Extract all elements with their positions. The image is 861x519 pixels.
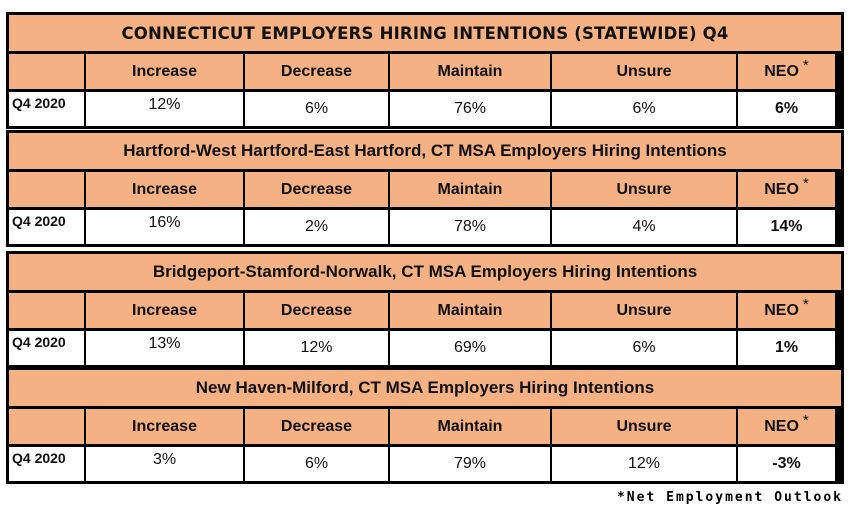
footnote: *Net Employment Outlook (616, 490, 843, 505)
data-row (9, 447, 841, 481)
header-increase: Increase (84, 409, 243, 444)
header-unsure: Unsure (550, 54, 736, 89)
bridgeport-table (6, 251, 844, 368)
row-label: Q4 2020 (9, 447, 84, 481)
header-neo (736, 293, 835, 328)
value-increase: 3% (84, 447, 243, 481)
value-unsure: 12% (550, 447, 736, 481)
header-row (9, 54, 841, 89)
value-unsure: 6% (550, 92, 736, 126)
row-label: Q4 2020 (9, 331, 84, 365)
hartford-table (6, 130, 844, 247)
row-label: Q4 2020 (9, 210, 84, 244)
header-blank (9, 54, 84, 89)
value-maintain: 79% (388, 447, 550, 481)
value-increase: 16% (84, 210, 243, 244)
value-decrease: 12% (243, 331, 388, 365)
header-unsure: Unsure (550, 172, 736, 207)
header-blank (9, 172, 84, 207)
table-title: New Haven-Milford, CT MSA Employers Hiring Intentions (9, 370, 841, 406)
header-decrease: Decrease (243, 54, 388, 89)
header-blank (9, 409, 84, 444)
neo-label: NEO (764, 417, 799, 435)
value-decrease: 6% (243, 92, 388, 126)
value-decrease: 6% (243, 447, 388, 481)
header-neo (736, 409, 835, 444)
header-row (9, 172, 841, 207)
value-increase: 13% (84, 331, 243, 365)
neo-asterisk: * (802, 57, 809, 74)
value-increase: 12% (84, 92, 243, 126)
header-decrease: Decrease (243, 172, 388, 207)
table-title: Hartford-West Hartford-East Hartford, CT MSA Employers Hiring Intentions (9, 133, 841, 169)
new-haven-table (6, 367, 844, 484)
value-unsure: 4% (550, 210, 736, 244)
neo-asterisk: * (802, 296, 809, 313)
header-decrease: Decrease (243, 409, 388, 444)
header-decrease: Decrease (243, 293, 388, 328)
header-maintain: Maintain (388, 293, 550, 328)
value-maintain: 78% (388, 210, 550, 244)
header-maintain: Maintain (388, 409, 550, 444)
header-maintain: Maintain (388, 172, 550, 207)
data-row (9, 92, 841, 126)
header-row (9, 409, 841, 444)
neo-label: NEO (764, 62, 799, 80)
neo-asterisk: * (802, 412, 809, 429)
value-decrease: 2% (243, 210, 388, 244)
header-increase: Increase (84, 54, 243, 89)
neo-label: NEO (764, 301, 799, 319)
header-neo (736, 172, 835, 207)
header-blank (9, 293, 84, 328)
header-neo (736, 54, 835, 89)
table-title: Bridgeport-Stamford-Norwalk, CT MSA Employers Hiring Intentions (9, 254, 841, 290)
header-row (9, 293, 841, 328)
header-increase: Increase (84, 293, 243, 328)
value-neo: 6% (736, 92, 835, 126)
header-unsure: Unsure (550, 293, 736, 328)
value-maintain: 69% (388, 331, 550, 365)
value-neo: -3% (736, 447, 835, 481)
value-maintain: 76% (388, 92, 550, 126)
value-unsure: 6% (550, 331, 736, 365)
table-title: CONNECTICUT EMPLOYERS HIRING INTENTIONS (STATEWIDE) Q4 (9, 15, 841, 51)
value-neo: 1% (736, 331, 835, 365)
row-label: Q4 2020 (9, 92, 84, 126)
data-row (9, 331, 841, 365)
neo-asterisk: * (802, 175, 809, 192)
statewide-table (6, 12, 844, 129)
value-neo: 14% (736, 210, 835, 244)
data-row (9, 210, 841, 244)
header-maintain: Maintain (388, 54, 550, 89)
header-increase: Increase (84, 172, 243, 207)
neo-label: NEO (764, 180, 799, 198)
header-unsure: Unsure (550, 409, 736, 444)
